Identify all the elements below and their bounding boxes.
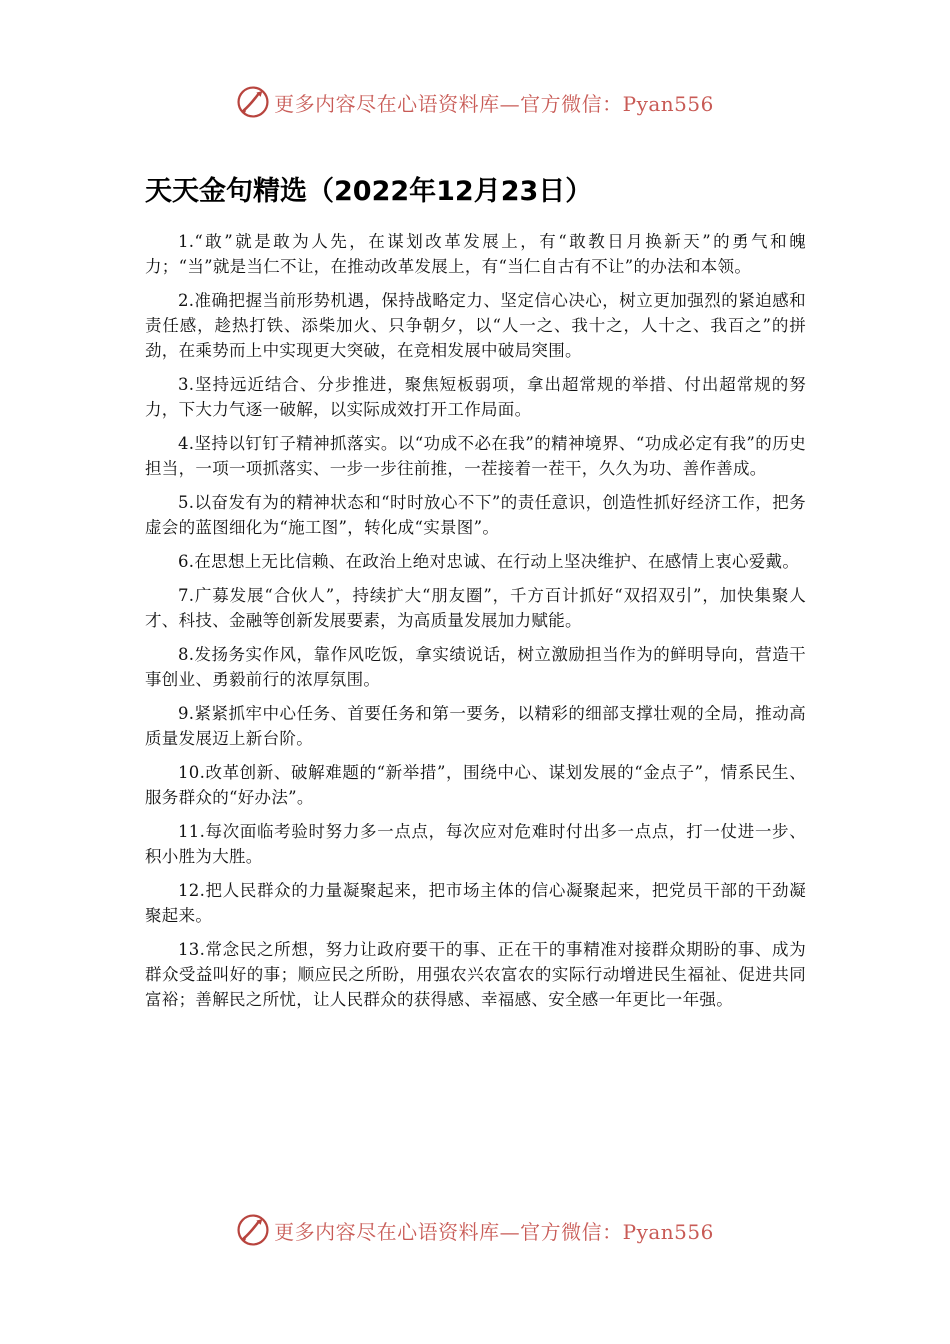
- quote-paragraph-13: 13.常念民之所想，努力让政府要干的事、正在干的事精准对接群众期盼的事、成为群众受益叫好的事；顺应民之所盼，用强农兴农富农的实际行动增进民生福祉、促进共同富裕；善解民之所忧，让人民群众的获得感、幸福感、安全感一年更比一年强。: [145, 940, 806, 1009]
- footer-banner: [0, 1210, 950, 1250]
- quote-paragraph-12: 12.把人民群众的力量凝聚起来，把市场主体的信心凝聚起来，把党员干部的干劲凝聚起来。: [145, 881, 806, 925]
- banner-text: 更多内容尽在心语资料库—官方微信：Pyan556: [274, 1219, 714, 1244]
- pen-logo-icon: [236, 1213, 270, 1247]
- pen-logo-icon: [236, 85, 270, 119]
- quote-paragraph-3: 3.坚持远近结合、分步推进，聚焦短板弱项，拿出超常规的举措、付出超常规的努力，下大力气逐一破解，以实际成效打开工作局面。: [145, 375, 806, 419]
- quote-paragraph-5: 5.以奋发有为的精神状态和“时时放心不下”的责任意识，创造性抓好经济工作，把务虚会的蓝图细化为“施工图”，转化成“实景图”。: [145, 493, 806, 537]
- quote-paragraph-11: 11.每次面临考验时努力多一点点，每次应对危难时付出多一点点，打一仗进一步、积小胜为大胜。: [145, 822, 806, 866]
- quote-paragraph-6: 6.在思想上无比信赖、在政治上绝对忠诚、在行动上坚决维护、在感情上衷心爱戴。: [178, 552, 800, 571]
- header-banner: [0, 82, 950, 122]
- quote-paragraph-1: 1.“敢”就是敢为人先，在谋划改革发展上，有“敢教日月换新天”的勇气和魄力；“当”就是当仁不让，在推动改革发展上，有“当仁自古有不让”的办法和本领。: [145, 232, 806, 276]
- quote-paragraph-7: 7.广募发展“合伙人”，持续扩大“朋友圈”，千方百计抓好“双招双引”，加快集聚人才、科技、金融等创新发展要素，为高质量发展加力赋能。: [145, 586, 806, 630]
- quote-paragraph-9: 9.紧紧抓牢中心任务、首要任务和第一要务，以精彩的细部支撑壮观的全局，推动高质量发展迈上新台阶。: [145, 704, 806, 748]
- banner-text: 更多内容尽在心语资料库—官方微信：Pyan556: [274, 91, 714, 116]
- quote-paragraph-4: 4.坚持以钉钉子精神抓落实。以“功成不必在我”的精神境界、“功成必定有我”的历史担当，一项一项抓落实、一步一步往前推，一茬接着一茬干，久久为功、善作善成。: [145, 434, 806, 478]
- quote-paragraph-2: 2.准确把握当前形势机遇，保持战略定力、坚定信心决心，树立更加强烈的紧迫感和责任感，趁热打铁、添柴加火、只争朝夕，以“人一之、我十之，人十之、我百之”的拼劲，在乘势而上中实现更大突破，在竞相发展中破局突围。: [145, 291, 806, 360]
- quote-list: [145, 229, 806, 1021]
- quote-paragraph-8: 8.发扬务实作风，靠作风吃饭，拿实绩说话，树立激励担当作为的鲜明导向，营造干事创业、勇毅前行的浓厚氛围。: [145, 645, 806, 689]
- quote-paragraph-10: 10.改革创新、破解难题的“新举措”，围绕中心、谋划发展的“金点子”，情系民生、服务群众的“好办法”。: [145, 763, 806, 807]
- page-title: 天天金句精选（2022年12月23日）: [145, 176, 593, 207]
